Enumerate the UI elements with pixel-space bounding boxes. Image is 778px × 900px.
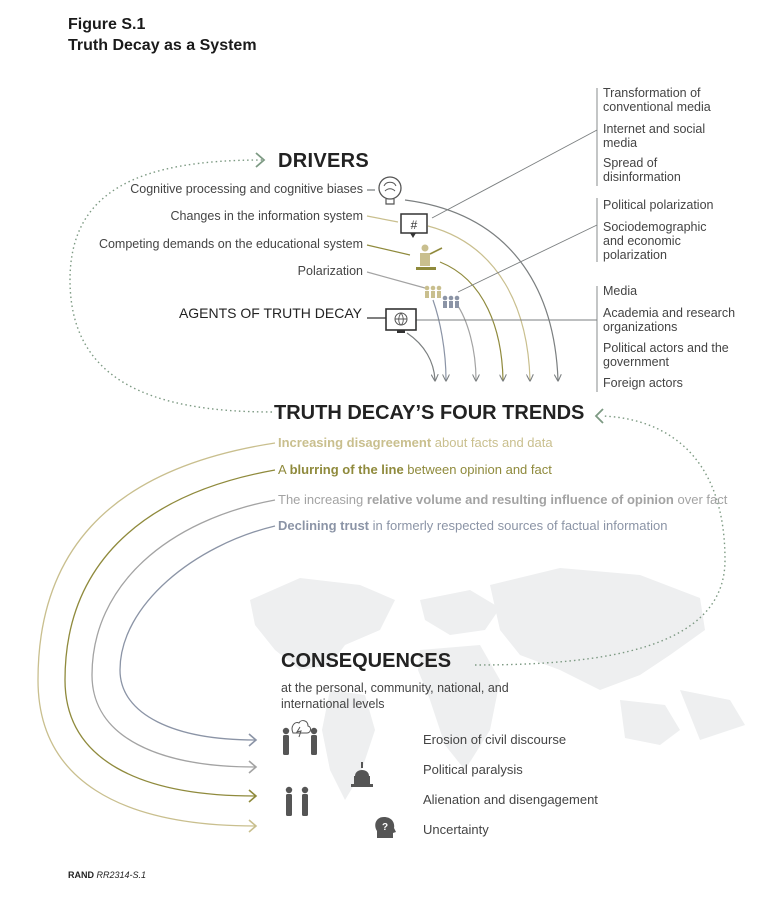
brain-icon — [379, 177, 401, 204]
drivers-heading: DRIVERS — [278, 150, 370, 172]
info-list-item: Spread of disinformation — [603, 156, 681, 184]
consequence-item: Erosion of civil discourse — [423, 732, 567, 747]
driver-item-information-system: Changes in the information system — [170, 209, 363, 223]
trends-heading: TRUTH DECAY’S FOUR TRENDS — [274, 402, 585, 424]
footer-credit — [68, 870, 146, 880]
hashtag-screen-icon — [401, 214, 427, 238]
agents-list-item: Foreign actors — [603, 376, 683, 390]
driver-item-polarization: Polarization — [297, 264, 363, 278]
agents-list-item: Political actors and the government — [603, 341, 729, 369]
svg-text:#: # — [410, 218, 418, 232]
trend-item: Declining trust in formerly respected sources of factual information — [278, 518, 668, 533]
agents-heading: AGENTS OF TRUTH DECAY — [178, 305, 362, 321]
trend-item: The increasing relative volume and resulting influence of opinion over fact — [278, 492, 728, 507]
trend-item: Increasing disagreement about facts and data — [278, 435, 553, 450]
svg-text:?: ? — [381, 822, 389, 833]
arc-arrowheads — [249, 734, 256, 832]
polarization-list-item: Sociodemographic and economic polarization — [603, 220, 707, 262]
info-list-item: Transformation of conventional media — [603, 86, 711, 114]
teacher-icon — [416, 245, 442, 271]
question-head-icon — [375, 817, 396, 838]
two-people-icon — [286, 787, 308, 816]
polarization-list-item: Political polarization — [603, 198, 714, 212]
figure-label: Figure S.1 — [68, 16, 146, 33]
consequences-subtitle: at the personal, community, national, and international levels — [281, 681, 509, 711]
trend-arcs — [38, 443, 275, 826]
people-groups-icon — [425, 286, 460, 308]
consequence-item: Uncertainty — [423, 822, 489, 837]
arguing-people-icon — [283, 721, 317, 755]
figure-title: Truth Decay as a System — [68, 37, 257, 54]
consequences-heading: CONSEQUENCES — [281, 650, 452, 672]
footer-code: RR2314-S.1 — [96, 870, 147, 880]
agents-list-item: Media — [603, 284, 638, 298]
agents-list-item: Academia and research organizations — [603, 306, 736, 334]
consequence-item: Political paralysis — [423, 762, 523, 777]
globe-screen-icon — [386, 309, 416, 333]
right-brackets — [416, 88, 597, 392]
consequence-item: Alienation and disengagement — [423, 792, 598, 807]
driver-item-education: Competing demands on the educational system — [98, 237, 363, 251]
driver-item-cognitive: Cognitive processing and cognitive biases — [130, 182, 363, 196]
info-list-item: Internet and social media — [603, 122, 706, 150]
footer-org: RAND — [68, 870, 94, 880]
driver-arcs — [367, 190, 558, 380]
trend-item: A blurring of the line between opinion and fact — [278, 462, 552, 477]
